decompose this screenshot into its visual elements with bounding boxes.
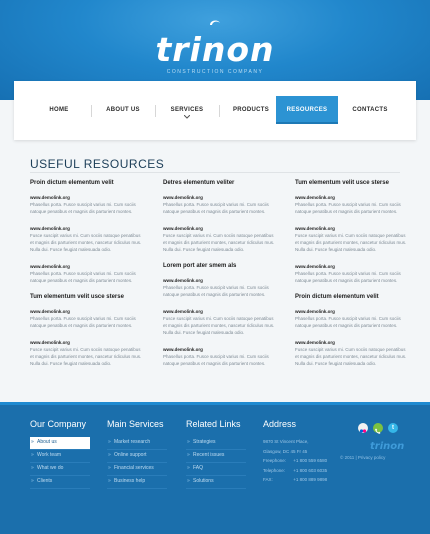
resource-link[interactable]: www.demolink.org [30, 226, 70, 231]
footer-link-work-team[interactable]: » Work team [30, 450, 90, 463]
phone-icon[interactable] [373, 423, 383, 433]
footer-link-about-us[interactable]: » About us [30, 437, 90, 450]
resource-description: Phasellus porta. Fusce suscipit varius mi. Cum sociis natoque penatibus et magnis dis parturient montes. [295, 202, 401, 214]
resource-description: Fusce suscipit varius mi. Cum sociis natoque penatibus et magnis dis parturient montes, nascetur ridiculus mus. Nulla dui. Fusce feugiat malesuada odio. [30, 233, 142, 252]
resource-link[interactable]: www.demolink.org [295, 309, 335, 314]
nav-services-label: SERVICES [170, 107, 204, 113]
fax-label: FAX: [263, 477, 273, 482]
resource-link[interactable]: www.demolink.org [295, 340, 335, 345]
footer-copyright: © 2011 | Privacy policy [340, 455, 386, 460]
footer-top-border [0, 402, 430, 405]
footer-link-business-help[interactable]: » Business help [107, 476, 167, 489]
resource-description: Fusce suscipit varius mi. Cum sociis natoque penatibus et magnis dis parturient montes, nascetur ridiculus mus. Nulla dui. Fusce feugiat malesuada odio. [295, 233, 407, 252]
address-city: Glasgow, DC 45 Fr 45 [263, 448, 308, 454]
resource-entry [295, 308, 410, 329]
main-nav [14, 81, 416, 140]
resource-description: Fusce suscipit varius mi. Cum sociis natoque penatibus et magnis dis parturient montes, nascetur ridiculus mus. Nulla dui. Fusce feugiat malesuada odio. [163, 233, 275, 252]
resource-description: Phasellus porta. Fusce suscipit varius mi. Cum sociis natoque penatibus et magnis dis parturient montes. [30, 271, 136, 283]
address-telephone [263, 466, 363, 476]
footer-link-strategies[interactable]: » Strategies [186, 437, 246, 450]
resource-entry [163, 346, 278, 367]
resource-entry [30, 263, 145, 284]
resource-link[interactable]: www.demolink.org [295, 195, 335, 200]
footer-list-related-links [186, 437, 246, 489]
resource-link[interactable]: www.demolink.org [295, 264, 335, 269]
resource-description: Fusce suscipit varius mi. Cum sociis natoque penatibus et magnis dis parturient montes, nascetur ridiculus mus. Nulla dui. Fusce feugiat malesuada odio. [295, 347, 407, 366]
page-title: USEFUL RESOURCES [30, 157, 165, 171]
footer-link-online-support[interactable]: » Online support [107, 450, 167, 463]
chevron-down-icon [184, 115, 190, 119]
group-title: Tum elementum velit usce sterse [295, 180, 389, 186]
nav-services[interactable] [157, 96, 217, 124]
address-street: 9870 St Vincent Place, [263, 439, 309, 444]
footer-link-recent-issues[interactable]: » Recent issues [186, 450, 246, 463]
resource-entry [295, 263, 410, 284]
resource-link[interactable]: www.demolink.org [163, 278, 203, 283]
resource-description: Phasellus porta. Fusce suscipit varius mi. Cum sociis natoque penatibus et magnis dis parturient montes. [295, 316, 401, 328]
phone-glyph-icon [373, 426, 383, 436]
nav-divider [219, 105, 220, 117]
footer-heading-related-links: Related Links [186, 419, 241, 429]
footer-heading-our-company: Our Company [30, 419, 87, 429]
footer-link-faq[interactable]: » FAQ [186, 463, 246, 476]
resource-link[interactable]: www.demolink.org [163, 195, 203, 200]
footer-logo[interactable]: trinon [370, 441, 405, 452]
resource-entry [163, 277, 278, 298]
resources-column-3 [295, 180, 410, 377]
nav-about-us[interactable]: ABOUT US [106, 107, 140, 113]
site-footer [0, 402, 430, 534]
nav-divider [91, 105, 92, 117]
footer-list-main-services [107, 437, 167, 489]
freephone-value: +1 800 559 6580 [293, 458, 328, 463]
resource-entry [295, 194, 410, 215]
footer-link-solutions[interactable]: » Solutions [186, 476, 246, 489]
resource-entry [295, 225, 410, 253]
resource-link[interactable]: www.demolink.org [30, 340, 70, 345]
resource-entry [30, 194, 145, 215]
nav-contacts[interactable]: CONTACTS [352, 107, 388, 113]
resource-link[interactable]: www.demolink.org [163, 226, 203, 231]
group-title: Proin dictum elementum velit [295, 294, 379, 300]
footer-heading-main-services: Main Services [107, 419, 164, 429]
group-title: Proin dictum elementum velit [30, 180, 114, 186]
resource-description: Phasellus porta. Fusce suscipit varius mi. Cum sociis natoque penatibus et magnis dis parturient montes. [163, 202, 269, 214]
footer-heading-address: Address [263, 419, 297, 429]
resource-description: Phasellus porta. Fusce suscipit varius mi. Cum sociis natoque penatibus et magnis dis parturient montes. [30, 202, 136, 214]
logo-swirl-icon [208, 18, 222, 28]
resources-column-1 [30, 180, 145, 377]
group-title: Lorem port ater smem als [163, 263, 237, 269]
site-logo[interactable] [0, 14, 430, 76]
group-title: Detres elementum veliter [163, 180, 235, 186]
resource-entry [30, 225, 145, 253]
resource-description: Phasellus porta. Fusce suscipit varius mi. Cum sociis natoque penatibus et magnis dis parturient montes. [163, 285, 269, 297]
group-title: Tum elementum velit usce sterse [30, 294, 124, 300]
telephone-label: Telephone: [263, 467, 286, 473]
flickr-dots-icon [358, 426, 368, 436]
nav-products[interactable]: PRODUCTS [232, 107, 270, 113]
freephone-label: Freephone: [263, 458, 287, 463]
resource-description: Phasellus porta. Fusce suscipit varius mi. Cum sociis natoque penatibus et magnis dis parturient montes. [295, 271, 401, 283]
footer-link-what-we-do[interactable]: » What we do [30, 463, 90, 476]
resource-link[interactable]: www.demolink.org [295, 226, 335, 231]
twitter-icon[interactable] [388, 423, 398, 433]
resource-entry [30, 339, 145, 367]
logo-text: trinon [155, 30, 275, 69]
resource-entry [295, 339, 410, 367]
resource-entry [30, 308, 145, 329]
footer-link-market-research[interactable]: » Market research [107, 437, 167, 450]
footer-link-financial-services[interactable]: » Financial services [107, 463, 167, 476]
resource-description: Phasellus porta. Fusce suscipit varius mi. Cum sociis natoque penatibus et magnis dis parturient montes. [163, 354, 269, 366]
resource-description: Fusce suscipit varius mi. Cum sociis natoque penatibus et magnis dis parturient montes, nascetur ridiculus mus. Nulla dui. Fusce feugiat malesuada odio. [163, 316, 275, 335]
resource-link[interactable]: www.demolink.org [163, 347, 203, 352]
fax-value: +1 800 889 9898 [293, 477, 328, 482]
telephone-value: +1 800 603 6035 [293, 467, 328, 473]
nav-resources[interactable]: RESOURCES [276, 96, 338, 124]
nav-home[interactable]: HOME [49, 107, 69, 113]
resource-link[interactable]: www.demolink.org [30, 195, 70, 200]
resources-column-2 [163, 180, 278, 377]
resource-entry [163, 194, 278, 215]
footer-link-clients[interactable]: » Clients [30, 476, 90, 489]
nav-divider [155, 105, 156, 117]
resource-entry [163, 225, 278, 253]
resource-entry [163, 308, 278, 336]
resource-link[interactable]: www.demolink.org [30, 309, 70, 314]
address-fax [263, 475, 363, 485]
resource-description: Fusce suscipit varius mi. Cum sociis natoque penatibus et magnis dis parturient montes, nascetur ridiculus mus. Nulla dui. Fusce feugiat malesuada odio. [30, 347, 142, 366]
resource-link[interactable]: www.demolink.org [163, 309, 203, 314]
resource-link[interactable]: www.demolink.org [30, 264, 70, 269]
flickr-icon[interactable] [358, 423, 368, 433]
resource-description: Phasellus porta. Fusce suscipit varius mi. Cum sociis natoque penatibus et magnis dis parturient montes. [30, 316, 136, 328]
footer-list-our-company [30, 437, 90, 489]
footer-address [263, 437, 363, 485]
logo-tagline: CONSTRUCTION COMPANY [166, 69, 264, 75]
twitter-glyph-icon: t [392, 425, 394, 431]
title-divider [30, 172, 400, 173]
